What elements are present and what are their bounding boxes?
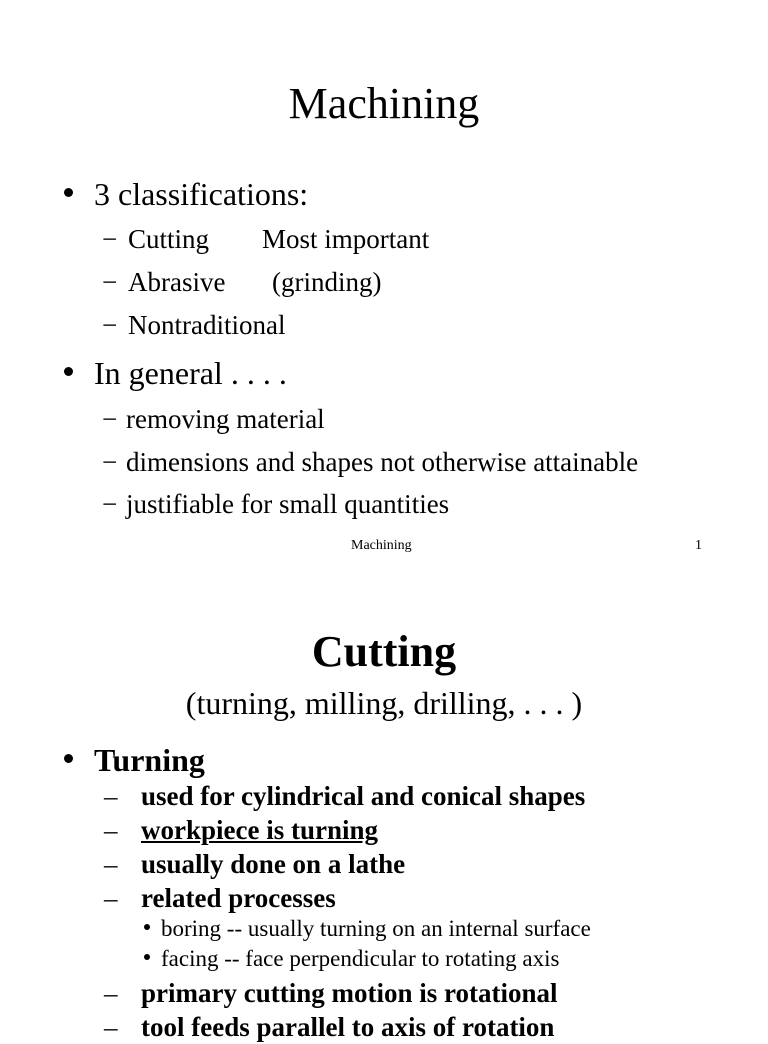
item-text: workpiece is turning — [141, 815, 379, 845]
bullet-dot — [64, 754, 73, 763]
item-marker: – — [104, 978, 118, 1008]
bullet-text: 3 classifications: — [94, 176, 309, 212]
bullet-dot — [64, 367, 73, 376]
page-number: 1 — [695, 538, 702, 553]
item-text: usually done on a lathe — [141, 849, 406, 879]
sub-item-dot — [144, 954, 150, 960]
item-text: related processes — [141, 883, 336, 913]
slide-title: Cutting — [311, 627, 457, 676]
item-text: tool feeds parallel to axis of rotation — [141, 1012, 555, 1042]
item-text: used for cylindrical and conical shapes — [141, 781, 586, 811]
item-text: primary cutting motion is rotational — [141, 978, 558, 1008]
item-marker: – — [104, 1012, 118, 1042]
sub-bullet-note: (grinding) — [272, 267, 382, 297]
sub-bullet-marker: − — [102, 447, 118, 477]
item-marker: – — [104, 883, 118, 913]
sub-bullet-note: Most important — [262, 224, 430, 254]
bullet-text: Turning — [94, 742, 205, 778]
sub-bullet-text: Cutting — [128, 224, 210, 254]
sub-bullet-marker: − — [102, 224, 118, 254]
sub-item-text: boring -- usually turning on an internal surface — [161, 916, 591, 941]
sub-bullet-text: dimensions and shapes not otherwise attainable — [126, 447, 639, 477]
slide-title: Machining — [288, 79, 480, 128]
bullet-dot — [64, 188, 73, 197]
item-marker: – — [104, 781, 118, 811]
sub-bullet-text: justifiable for small quantities — [126, 489, 450, 519]
sub-bullet-marker: − — [102, 404, 118, 434]
sub-bullet-text: Abrasive — [128, 267, 226, 297]
item-marker: – — [104, 849, 118, 879]
sub-bullet-text: Nontraditional — [128, 310, 286, 340]
sub-bullet-marker: − — [102, 310, 118, 340]
sub-bullet-text: removing material — [126, 404, 325, 434]
sub-bullet-marker: − — [102, 489, 118, 519]
sub-item-text: facing -- face perpendicular to rotating axis — [161, 946, 560, 971]
sub-bullet-marker: − — [102, 267, 118, 297]
bullet-text: In general . . . . — [94, 355, 287, 391]
item-marker: – — [104, 815, 118, 845]
slide-subtitle: (turning, milling, drilling, . . . ) — [185, 685, 583, 721]
sub-item-dot — [144, 924, 150, 930]
footer-title: Machining — [351, 538, 412, 553]
